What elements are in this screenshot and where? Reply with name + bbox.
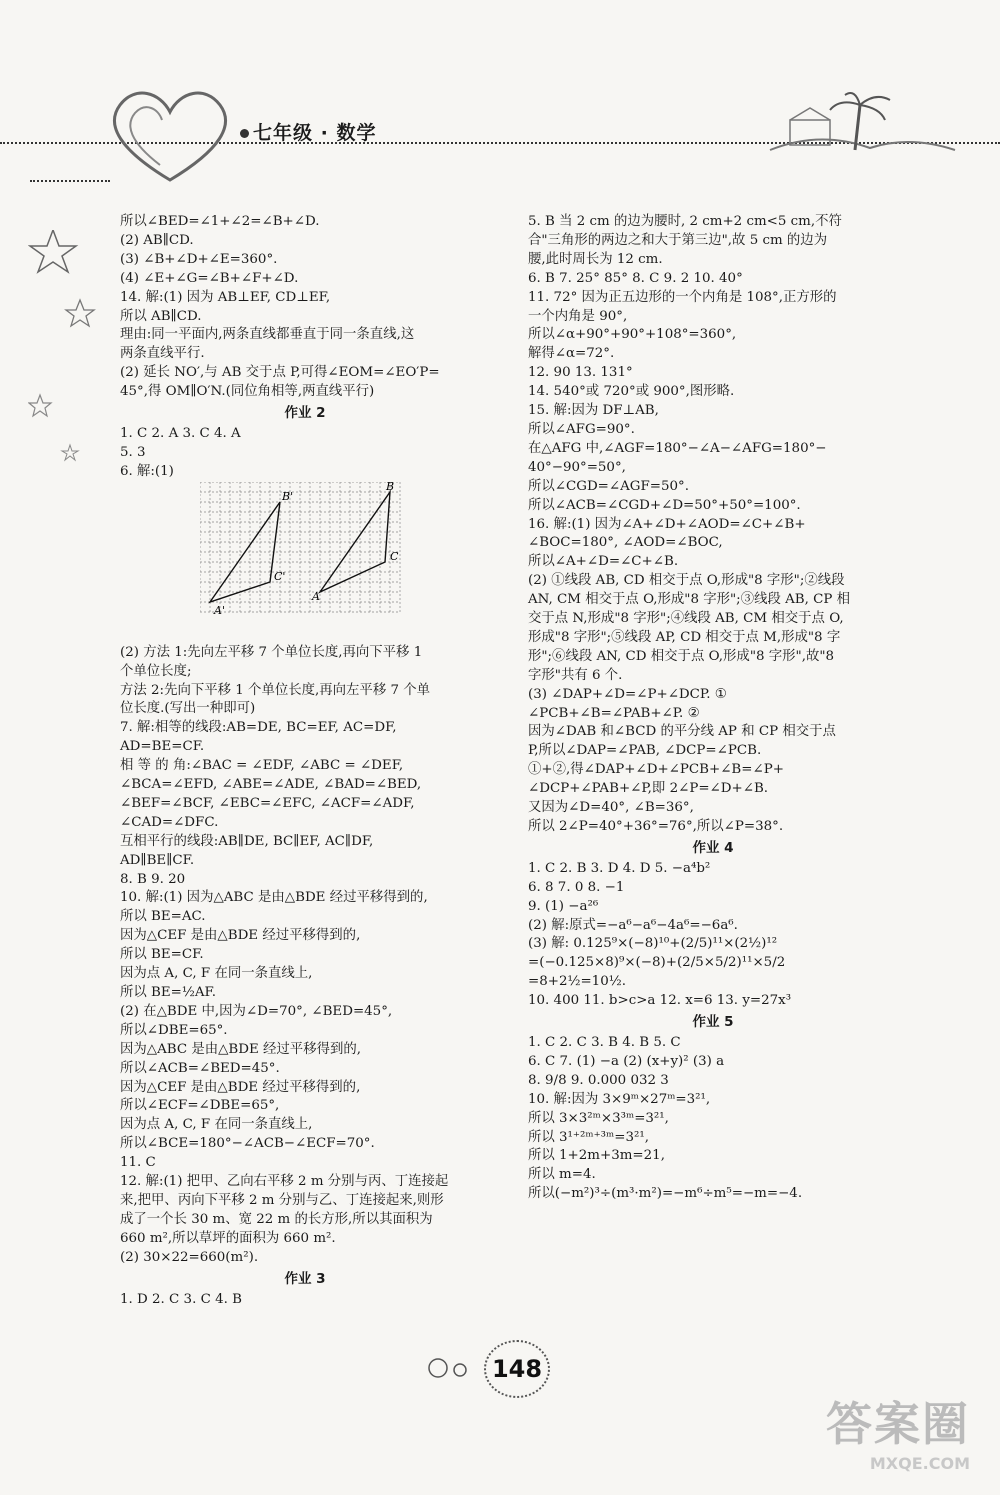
answer-line: (2) 在△BDE 中,因为∠D=70°, ∠BED=45°, bbox=[120, 1003, 393, 1019]
answer-line: (4) ∠E+∠G=∠B+∠F+∠D. bbox=[120, 270, 299, 286]
figure-point-label: B' bbox=[282, 489, 294, 503]
answer-line: 两条直线平行. bbox=[120, 346, 205, 362]
answer-line: 所以∠ACB=∠CGD+∠D=50°+50°=100°. bbox=[528, 497, 801, 513]
answer-line: ∠BCA=∠EFD, ∠ABE=∠ADE, ∠BAD=∠BED, bbox=[120, 777, 422, 793]
answer-line: 11. 72° 因为正五边形的一个内角是 108°,正方形的 bbox=[528, 289, 837, 305]
figure-point-label: C' bbox=[274, 569, 286, 583]
answer-line: 7. 解:相等的线段:AB=DE, BC=EF, AC=DF, bbox=[120, 720, 397, 736]
answer-line: 1. C 2. A 3. C 4. A bbox=[120, 425, 241, 441]
answer-line: 6. 解:(1) bbox=[120, 463, 174, 479]
answer-line: (2) 30×22=660(m²). bbox=[120, 1249, 259, 1265]
figure-point-label: A bbox=[312, 589, 320, 603]
answer-line: 因为△CEF 是由△BDE 经过平移得到的, bbox=[120, 1079, 361, 1095]
left-column bbox=[120, 213, 490, 1309]
answer-line: 因为点 A, C, F 在同一条直线上, bbox=[120, 966, 313, 982]
answer-line: 一个内角是 90°, bbox=[528, 308, 628, 324]
answer-line: 方法 2:先向下平移 1 个单位长度,再向左平移 7 个单 bbox=[120, 682, 431, 698]
answer-line: 5. 3 bbox=[120, 444, 146, 460]
answer-line: 因为点 A, C, F 在同一条直线上, bbox=[120, 1117, 313, 1133]
answer-line: 因为△CEF 是由△BDE 经过平移得到的, bbox=[120, 928, 361, 944]
answer-line: 个单位长度; bbox=[120, 663, 192, 679]
answer-line: 所以 m=4. bbox=[528, 1167, 596, 1183]
answer-line: 15. 解:因为 DF⊥AB, bbox=[528, 403, 659, 419]
answer-line: 所以 BE=½AF. bbox=[120, 985, 216, 1000]
section-heading: 作业 2 bbox=[284, 405, 326, 422]
answer-line: 所以∠ACB=∠BED=45°. bbox=[120, 1060, 280, 1076]
answer-line: 6. 8 7. 0 8. −1 bbox=[528, 879, 625, 895]
page-number-rings-icon bbox=[424, 1356, 484, 1380]
island-scene-icon bbox=[760, 90, 960, 160]
answer-line: 所以 1+2m+3m=21, bbox=[528, 1148, 665, 1164]
answer-line: 来,把甲、丙向下平移 2 m 分别与乙、丁连接起来,则形 bbox=[120, 1192, 444, 1208]
answer-line: 所以∠α+90°+90°+108°=360°, bbox=[528, 327, 737, 343]
watermark-logo-text: 答案圈 bbox=[826, 1397, 970, 1451]
answer-line: AD=BE=CF. bbox=[120, 739, 205, 755]
answer-line: 因为∠DAB 和∠BCD 的平分线 AP 和 CP 相交于点 bbox=[528, 724, 836, 740]
answer-line: 形";⑥线段 AN, CD 相交于点 O,形成"8 字形",故"8 bbox=[528, 648, 835, 664]
answer-line: 1. D 2. C 3. C 4. B bbox=[120, 1291, 242, 1307]
answer-line: 所以∠A+∠D=∠C+∠B. bbox=[528, 554, 679, 570]
page-header bbox=[0, 80, 1000, 200]
answer-line: (2) ①线段 AB, CD 相交于点 O,形成"8 字形";②线段 bbox=[528, 573, 845, 589]
right-column bbox=[528, 213, 898, 1204]
answer-line: ∠BEF=∠BCF, ∠EBC=∠EFC, ∠ACF=∠ADF, bbox=[120, 795, 415, 811]
answer-line: (2) 方法 1:先向左平移 7 个单位长度,再向下平移 1 bbox=[120, 644, 423, 660]
answer-line: ∠DCP+∠PAB+∠P,即 2∠P=∠D+∠B. bbox=[528, 781, 769, 797]
answer-line: (2) 解:原式=−a⁶−a⁶−4a⁶=−6a⁶. bbox=[528, 917, 738, 933]
answer-line: 在△AFG 中,∠AGF=180°−∠A−∠AFG=180°− bbox=[528, 440, 827, 456]
figure-point-label: C bbox=[390, 549, 399, 563]
section-heading: 作业 3 bbox=[284, 1270, 326, 1287]
answer-line: ∠BOC=180°, ∠AOD=∠BOC, bbox=[528, 535, 723, 551]
answer-line: 8. 9/8 9. 0.000 032 3 bbox=[528, 1072, 669, 1088]
answer-line: 所以∠AFG=90°. bbox=[528, 421, 635, 437]
answer-line: 字形"共有 6 个. bbox=[528, 667, 623, 683]
answer-line: 所以 BE=CF. bbox=[120, 947, 204, 963]
answer-line: 660 m²,所以草坪的面积为 660 m². bbox=[120, 1230, 336, 1246]
answer-line: P,所以∠DAP=∠PAB, ∠DCP=∠PCB. bbox=[528, 743, 762, 759]
answer-line: 成了一个长 30 m、宽 22 m 的长方形,所以其面积为 bbox=[120, 1211, 433, 1227]
answer-line: 形成"8 字形";⑤线段 AP, CD 相交于点 M,形成"8 字 bbox=[528, 629, 841, 645]
answer-line: 交于点 N,形成"8 字形";④线段 AB, CM 相交于点 O, bbox=[528, 611, 844, 627]
answer-line: 合"三角形的两边之和大于第三边",故 5 cm 的边为 bbox=[528, 232, 828, 248]
answer-line: 所以∠BED=∠1+∠2=∠B+∠D. bbox=[120, 214, 320, 229]
answer-line: 所以∠DBE=65°. bbox=[120, 1022, 228, 1038]
watermark-url: MXQE.COM bbox=[869, 1454, 970, 1473]
header-dotted-rule-lower bbox=[30, 180, 110, 182]
answer-line: 12. 90 13. 131° bbox=[528, 365, 633, 381]
answer-line: 互相平行的线段:AB∥DE, BC∥EF, AC∥DF, bbox=[120, 833, 374, 849]
answer-line: 6. B 7. 25° 85° 8. C 9. 2 10. 40° bbox=[528, 270, 743, 286]
answer-line: 8. B 9. 20 bbox=[120, 871, 186, 887]
answer-line: 所以∠BCE=180°−∠ACB−∠ECF=70°. bbox=[120, 1136, 375, 1152]
stars-decoration-icon bbox=[28, 230, 98, 470]
answer-line: (3) 解: 0.125⁹×(−8)¹⁰+(2/5)¹¹×(2½)¹² bbox=[528, 936, 778, 952]
answer-line: 理由:同一平面内,两条直线都垂直于同一条直线,这 bbox=[120, 327, 415, 343]
answer-line: AN, CM 相交于点 O,形成"8 字形";③线段 AB, CP 相 bbox=[528, 592, 851, 608]
answer-line: 14. 540°或 720°或 900°,图形略. bbox=[528, 384, 735, 400]
page-number: 148 bbox=[484, 1340, 550, 1398]
answer-line: ①+②,得∠DAP+∠D+∠PCB+∠B=∠P+ bbox=[528, 762, 784, 778]
header-title: 七年级 · 数学 bbox=[240, 118, 376, 145]
answer-line: (3) ∠DAP+∠D=∠P+∠DCP. ① bbox=[528, 686, 727, 702]
answer-line: 又因为∠D=40°, ∠B=36°, bbox=[528, 800, 694, 816]
answer-line: 解得∠α=72°. bbox=[528, 346, 615, 362]
answer-line: 45°,得 OM∥O′N.(同位角相等,两直线平行) bbox=[120, 384, 375, 400]
answer-line: 所以∠ECF=∠DBE=65°, bbox=[120, 1098, 280, 1114]
watermark bbox=[826, 1388, 970, 1473]
answer-line: 相 等 的 角:∠BAC = ∠EDF, ∠ABC = ∠DEF, bbox=[120, 758, 404, 774]
answer-line: (2) 延长 NO′,与 AB 交于点 P,可得∠EOM=∠EO′P= bbox=[120, 365, 440, 381]
answer-line: 6. C 7. (1) −a (2) (x+y)² (3) a bbox=[528, 1053, 725, 1069]
answer-line: 所以 2∠P=40°+36°=76°,所以∠P=38°. bbox=[528, 819, 784, 834]
figure-point-label: A' bbox=[214, 603, 225, 617]
original-triangle bbox=[320, 492, 390, 592]
section-heading: 作业 4 bbox=[692, 839, 734, 856]
answer-line: 10. 解:(1) 因为△ABC 是由△BDE 经过平移得到的, bbox=[120, 890, 428, 906]
heart-decoration-icon bbox=[100, 80, 240, 190]
answer-line: 12. 解:(1) 把甲、乙向右平移 2 m 分别与丙、丁连接起 bbox=[120, 1174, 449, 1190]
answer-line: 9. (1) −a²⁶ bbox=[528, 898, 599, 914]
answer-line: AD∥BE∥CF. bbox=[120, 852, 195, 868]
answer-line: 位长度.(写出一种即可) bbox=[120, 701, 256, 717]
answer-line: 所以 BE=AC. bbox=[120, 909, 206, 925]
answer-line: 10. 解:因为 3×9ᵐ×27ᵐ=3²¹, bbox=[528, 1091, 711, 1107]
answer-line: ∠PCB+∠B=∠PAB+∠P. ② bbox=[528, 705, 700, 721]
answer-line: 因为△ABC 是由△BDE 经过平移得到的, bbox=[120, 1041, 362, 1057]
answer-line: 腰,此时周长为 12 cm. bbox=[528, 251, 663, 267]
answer-line: (3) ∠B+∠D+∠E=360°. bbox=[120, 251, 278, 267]
translation-grid-figure bbox=[200, 482, 480, 642]
answer-line: =(−0.125×8)⁹×(−8)+(2/5×5/2)¹¹×5/2 bbox=[528, 955, 786, 971]
answer-line: 10. 400 11. b>c>a 12. x=6 13. y=27x³ bbox=[528, 993, 792, 1009]
answer-line: 16. 解:(1) 因为∠A+∠D+∠AOD=∠C+∠B+ bbox=[528, 516, 806, 532]
answer-line: 1. C 2. B 3. D 4. D 5. −a⁴b² bbox=[528, 860, 711, 876]
answer-line: 5. B 当 2 cm 的边为腰时, 2 cm+2 cm<5 cm,不符 bbox=[528, 214, 842, 229]
answer-line: 所以∠CGD=∠AGF=50°. bbox=[528, 478, 689, 494]
answer-line: 11. C bbox=[120, 1155, 156, 1171]
figure-point-label: B bbox=[386, 481, 395, 493]
answer-line: =8+2½=10½. bbox=[528, 974, 626, 990]
section-heading: 作业 5 bbox=[692, 1014, 734, 1031]
answer-line: 14. 解:(1) 因为 AB⊥EF, CD⊥EF, bbox=[120, 289, 331, 305]
answer-line: 所以 3×3²ᵐ×3³ᵐ=3²¹, bbox=[528, 1110, 669, 1126]
answer-line: ∠CAD=∠DFC. bbox=[120, 814, 219, 830]
answer-line: 所以 3¹⁺²ᵐ⁺³ᵐ=3²¹, bbox=[528, 1129, 649, 1145]
answer-line: 所以(−m²)³÷(m³·m²)=−m⁶÷m⁵=−m=−4. bbox=[528, 1186, 803, 1202]
answer-line: 1. C 2. C 3. B 4. B 5. C bbox=[528, 1034, 681, 1050]
answer-line: 40°−90°=50°, bbox=[528, 459, 626, 475]
answer-line: (2) AB∥CD. bbox=[120, 232, 194, 248]
answer-line: 所以 AB∥CD. bbox=[120, 308, 202, 324]
